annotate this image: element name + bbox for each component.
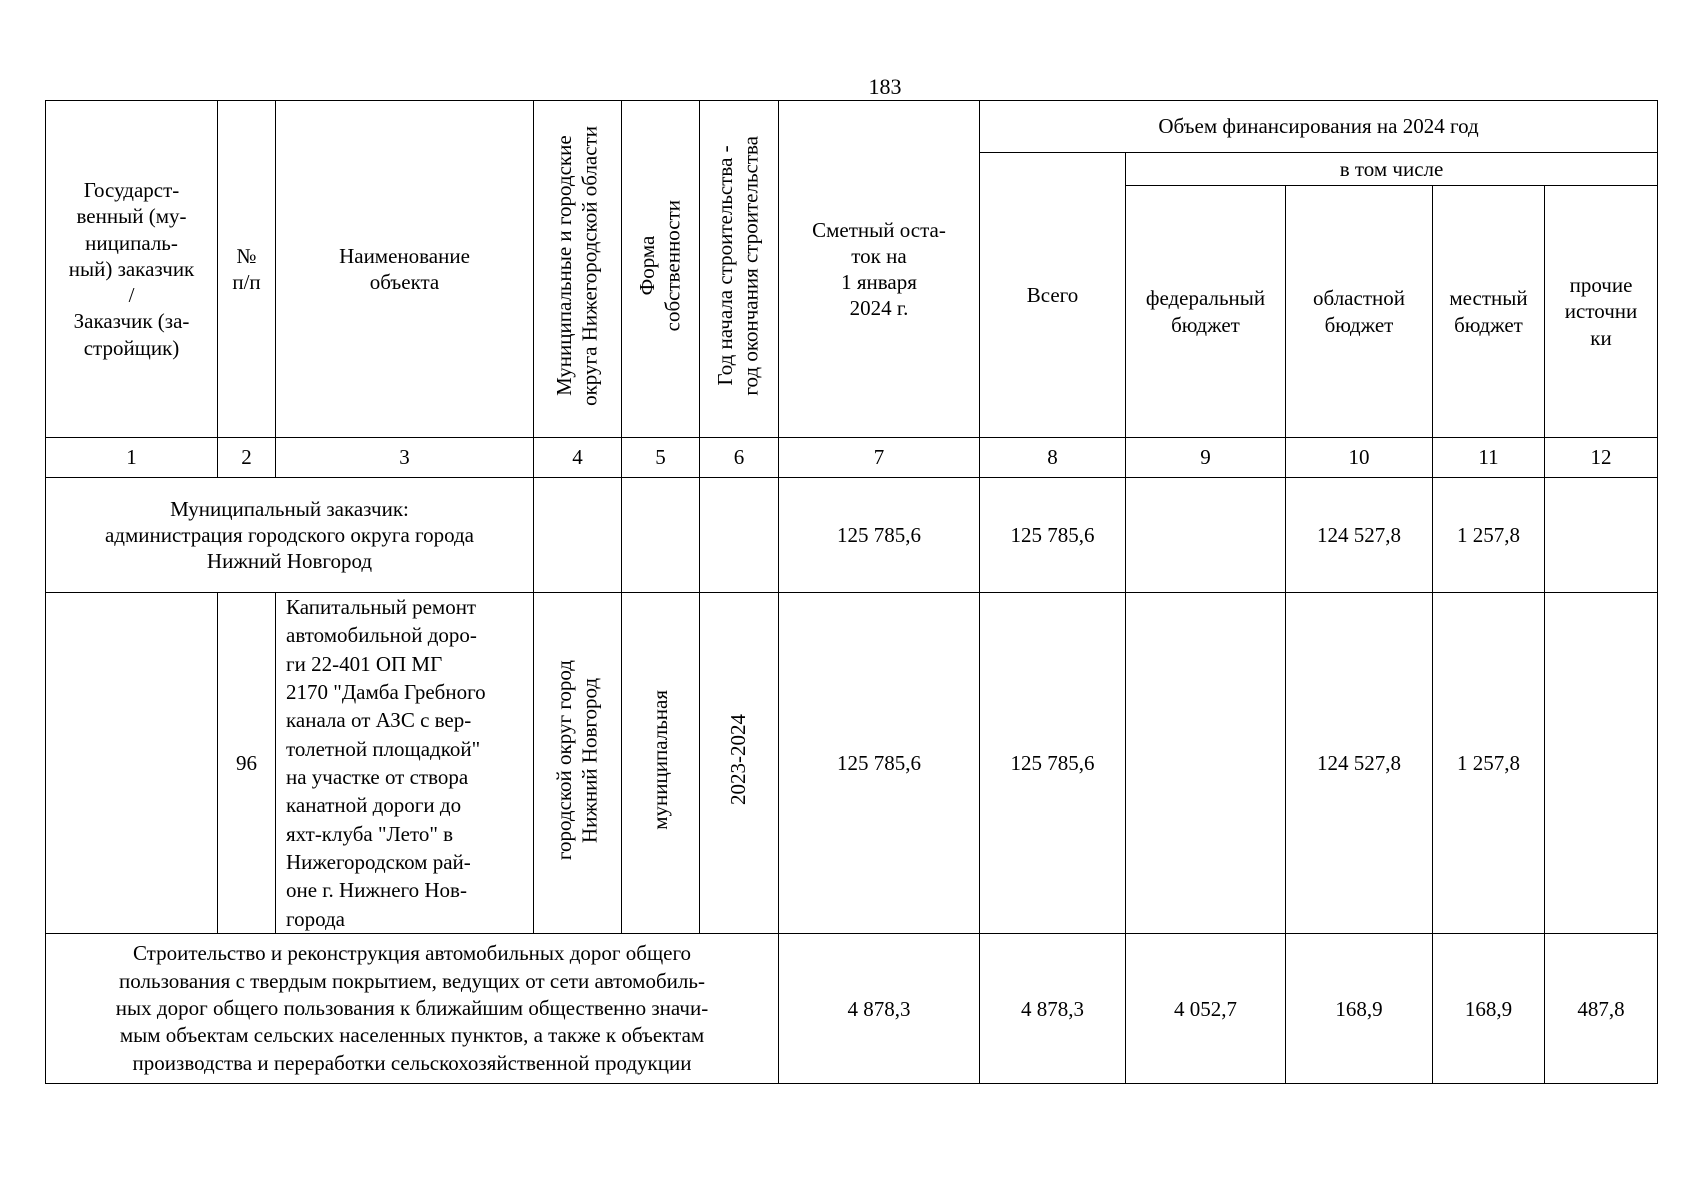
- header-financing: Объем финансирования на 2024 год: [980, 101, 1658, 153]
- column-number: 6: [700, 438, 779, 478]
- header-row-1: [46, 101, 1658, 153]
- header-regional: областной бюджет: [1286, 186, 1433, 438]
- customer-district: [534, 478, 622, 593]
- section-total: 4 878,3: [980, 934, 1126, 1084]
- object-years: 2023-2024: [726, 714, 751, 806]
- object-customer: [46, 593, 218, 934]
- header-total: Всего: [980, 153, 1126, 438]
- column-number: 4: [534, 438, 622, 478]
- column-number: 2: [218, 438, 276, 478]
- object-total: 125 785,6: [980, 593, 1126, 934]
- header-districts-cell: [534, 101, 622, 438]
- column-number: 10: [1286, 438, 1433, 478]
- section-row: [46, 934, 1658, 1084]
- object-local: 1 257,8: [1433, 593, 1545, 934]
- object-estimate: 125 785,6: [779, 593, 980, 934]
- financing-table: [45, 100, 1658, 1084]
- header-number: № п/п: [218, 101, 276, 438]
- object-number: 96: [218, 593, 276, 934]
- section-federal: 4 052,7: [1126, 934, 1286, 1084]
- customer-estimate: 125 785,6: [779, 478, 980, 593]
- customer-row: [46, 478, 1658, 593]
- section-label: Строительство и реконструкция автомобильных дорог общего пользования с твердым покрытием, ведущих от сети автомобиль- ных дорог общего пользования к ближайшим общественно значи- мым объектам сельских населенных пунктов, а также к объектам производства и переработки сельскохозяйственной продукции: [46, 934, 779, 1084]
- customer-ownership: [622, 478, 700, 593]
- header-ownership-cell: [622, 101, 700, 438]
- page-number: 183: [868, 74, 902, 99]
- header-other: прочие источни ки: [1545, 186, 1658, 438]
- header-years: Год начала строительства - год окончания строительства: [713, 136, 763, 396]
- section-local: 168,9: [1433, 934, 1545, 1084]
- column-number: 11: [1433, 438, 1545, 478]
- customer-total: 125 785,6: [980, 478, 1126, 593]
- column-number: 5: [622, 438, 700, 478]
- header-customer: Государст- венный (му- ниципаль- ный) заказчик / Заказчик (за- стройщик): [46, 101, 218, 438]
- customer-label: Муниципальный заказчик: администрация городского округа города Нижний Новгород: [46, 478, 534, 593]
- customer-regional: 124 527,8: [1286, 478, 1433, 593]
- header-federal: федеральный бюджет: [1126, 186, 1286, 438]
- object-federal: [1126, 593, 1286, 934]
- header-districts: Муниципальные и городские округа Нижегородской области: [551, 125, 602, 406]
- object-other: [1545, 593, 1658, 934]
- column-number: 12: [1545, 438, 1658, 478]
- column-number: 1: [46, 438, 218, 478]
- object-ownership-cell: [622, 593, 700, 934]
- header-local: местный бюджет: [1433, 186, 1545, 438]
- section-other: 487,8: [1545, 934, 1658, 1084]
- section-estimate: 4 878,3: [779, 934, 980, 1084]
- customer-local: 1 257,8: [1433, 478, 1545, 593]
- object-name-cell: [276, 593, 534, 934]
- column-number: 7: [779, 438, 980, 478]
- object-district: городской округ город Нижний Новгород: [551, 659, 602, 860]
- column-number: 3: [276, 438, 534, 478]
- customer-federal: [1126, 478, 1286, 593]
- object-years-cell: [700, 593, 779, 934]
- section-regional: 168,9: [1286, 934, 1433, 1084]
- object-row: [46, 593, 1658, 934]
- customer-years: [700, 478, 779, 593]
- header-object-name: Наименование объекта: [276, 101, 534, 438]
- object-district-cell: [534, 593, 622, 934]
- object-regional: 124 527,8: [1286, 593, 1433, 934]
- object-name: Капитальный ремонт автомобильной доро- ги 22-401 ОП МГ 2170 "Дамба Гребного канала от АЗС с вер- толетной площадкой" на участке от створа канатной дороги до яхт-клуба "Лето" в Нижегородском рай- оне г. Нижнего Нов- города: [286, 595, 486, 931]
- object-ownership: муниципальная: [647, 690, 672, 830]
- header-including: в том числе: [1126, 153, 1658, 186]
- column-number: 9: [1126, 438, 1286, 478]
- column-number: 8: [980, 438, 1126, 478]
- header-estimate: Сметный оста- ток на 1 января 2024 г.: [779, 101, 980, 438]
- customer-other: [1545, 478, 1658, 593]
- header-years-cell: [700, 101, 779, 438]
- column-number-row: [46, 438, 1658, 478]
- header-ownership: Форма собственности: [634, 200, 685, 332]
